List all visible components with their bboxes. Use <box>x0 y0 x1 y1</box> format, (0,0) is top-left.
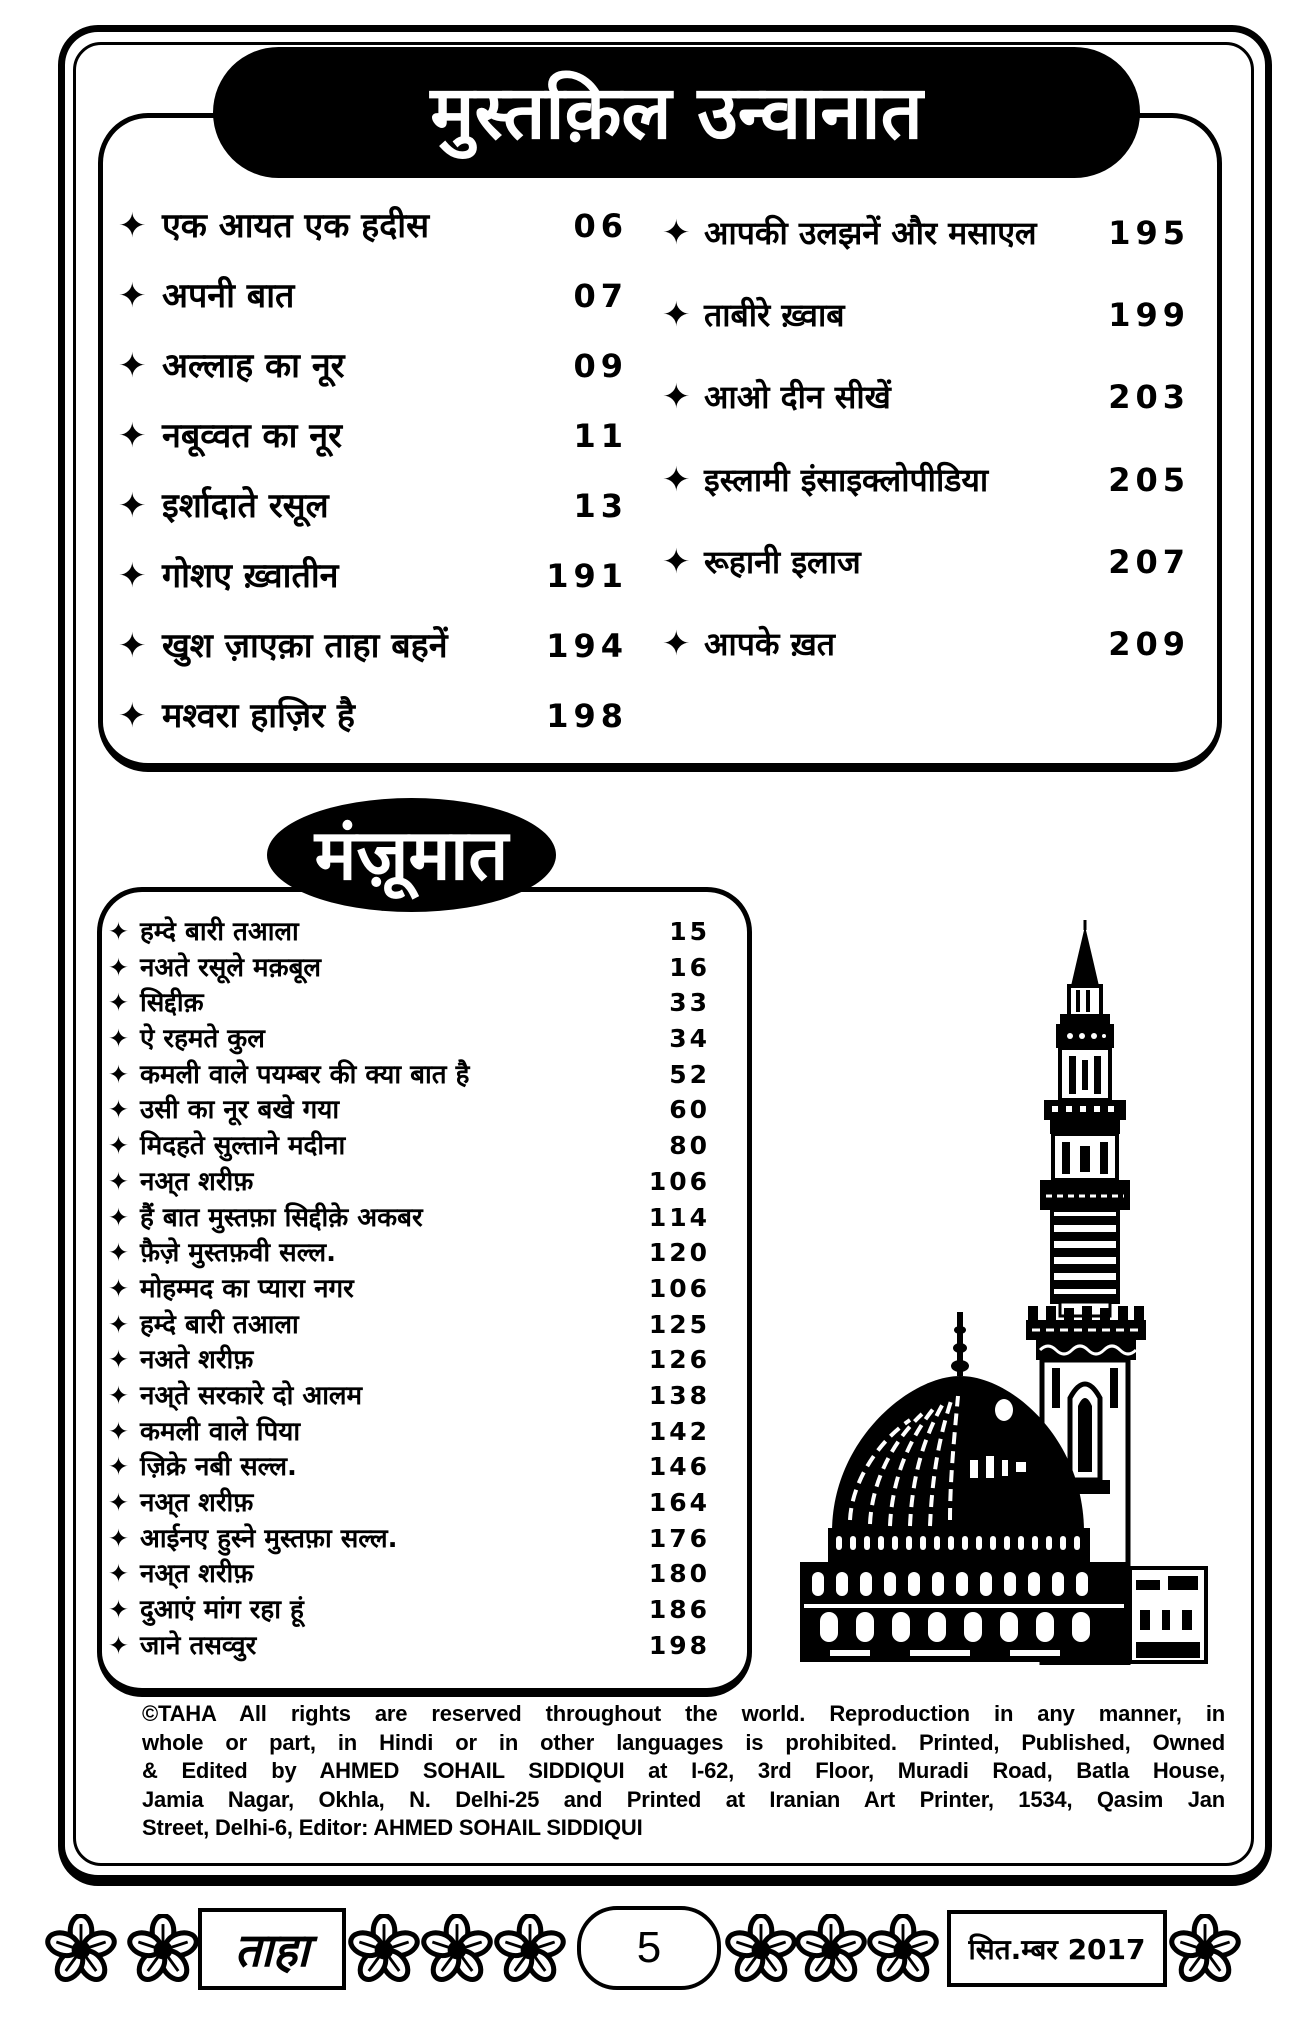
poem-item <box>108 1271 710 1307</box>
issue-date: सित.म्बर 2017 <box>968 1932 1146 1966</box>
poem-item <box>108 1414 710 1450</box>
contents-item <box>662 356 1190 438</box>
item-title: आपके ख़त <box>704 624 836 663</box>
poem-title: हैं बात मुस्तफ़ा सिद्दीक़े अकबर <box>140 1202 423 1233</box>
star-bullet-icon <box>662 603 704 685</box>
star-bullet-icon <box>108 1342 140 1378</box>
item-page: 203 <box>1108 378 1190 417</box>
magazine-name-box <box>198 1908 346 1990</box>
poem-page: 142 <box>648 1416 710 1446</box>
poem-page: 106 <box>648 1166 710 1196</box>
page-number: 5 <box>636 1923 662 1972</box>
poem-page: 15 <box>669 917 710 946</box>
item-title: आओ दीन सीखें <box>704 378 891 417</box>
star-bullet-icon <box>108 914 140 950</box>
poem-page: 120 <box>648 1238 710 1268</box>
contents-item <box>118 471 628 541</box>
poem-title: फ़ैज़े मुस्तफ़वी सल्ल. <box>140 1238 336 1269</box>
contents-item <box>118 261 628 331</box>
poem-title: हम्दे बारी तआला <box>140 917 299 947</box>
poem-page: 106 <box>648 1273 710 1303</box>
item-page: 195 <box>1108 214 1190 252</box>
poem-title: ज़िक्रे नबी सल्ल. <box>140 1452 297 1483</box>
regular-columns-left-list <box>118 191 628 751</box>
copyright-line: Street, Delhi-6, Editor: AHMED SOHAIL SIDDIQUI <box>142 1815 643 1840</box>
star-bullet-icon <box>108 985 140 1021</box>
item-page: 194 <box>546 627 628 665</box>
poem-title: हम्दे बारी तआला <box>140 1309 299 1340</box>
star-bullet-icon <box>108 1485 140 1521</box>
poem-title: जाने तसव्वुर <box>140 1630 257 1661</box>
poem-title: नअते रसूले मक़बूल <box>140 952 322 983</box>
poem-item <box>108 1592 710 1628</box>
poem-title: कमली वाले पिया <box>140 1416 301 1447</box>
poem-page: 34 <box>669 1024 710 1054</box>
regular-columns-header <box>213 47 1140 178</box>
poems-header <box>267 798 556 912</box>
item-title: नबूव्वत का नूर <box>162 416 343 456</box>
star-bullet-icon <box>108 1200 140 1236</box>
item-page: 198 <box>546 697 628 735</box>
poem-page: 52 <box>669 1059 710 1089</box>
item-title: रूहानी इलाज <box>704 542 861 581</box>
poem-page: 125 <box>648 1309 710 1339</box>
poem-title: मिदहते सुल्ताने मदीना <box>140 1131 346 1162</box>
poem-page: 80 <box>669 1131 710 1161</box>
contents-item <box>662 439 1190 521</box>
item-title: अल्लाह का नूर <box>162 346 345 386</box>
poem-page: 180 <box>648 1559 710 1589</box>
star-bullet-icon <box>108 1592 140 1628</box>
poem-title: आईनए हुस्ने मुस्तफ़ा सल्ल. <box>140 1523 398 1554</box>
star-bullet-icon <box>662 356 704 438</box>
contents-item <box>118 191 628 261</box>
poem-item <box>108 1485 710 1521</box>
poem-item <box>108 1521 710 1557</box>
poem-item <box>108 1092 710 1128</box>
poem-title: नअ्त शरीफ़ <box>140 1488 254 1518</box>
item-title: इर्शादाते रसूल <box>162 486 329 526</box>
poem-item <box>108 1307 710 1343</box>
item-title: खुश ज़ाएक़ा ताहा बहनें <box>162 626 448 666</box>
item-page: 13 <box>573 487 628 525</box>
poem-title: नअ्त शरीफ़ <box>140 1166 254 1197</box>
regular-columns-right-list <box>662 192 1190 685</box>
regular-columns-title: मुस्तक़िल उन्वानात <box>430 69 923 156</box>
star-bullet-icon <box>108 1378 140 1414</box>
poem-item <box>108 1628 710 1664</box>
issue-date-box <box>947 1910 1167 1987</box>
star-bullet-icon <box>118 681 162 751</box>
poem-page: 176 <box>648 1523 710 1553</box>
item-title: अपनी बात <box>162 276 295 316</box>
poem-item <box>108 1200 710 1236</box>
magazine-name: ताहा <box>234 1923 310 1977</box>
star-bullet-icon <box>108 1449 140 1485</box>
star-bullet-icon <box>118 471 162 541</box>
poem-title: उसी का नूर बखे गया <box>140 1095 340 1126</box>
star-bullet-icon <box>118 261 162 331</box>
flower-ornament-icon <box>421 1914 493 1986</box>
item-page: 209 <box>1108 624 1190 663</box>
poem-item <box>108 1449 710 1485</box>
poem-item <box>108 914 710 950</box>
mosque-illustration <box>790 920 1210 1665</box>
item-title: इस्लामी इंसाइक्लोपीडिया <box>704 460 989 499</box>
star-bullet-icon <box>118 331 162 401</box>
contents-item <box>118 541 628 611</box>
poems-title: मंज़ूमात <box>314 814 509 896</box>
star-bullet-icon <box>118 541 162 611</box>
item-page: 207 <box>1108 542 1190 581</box>
poem-item <box>108 1021 710 1057</box>
item-page: 06 <box>573 207 628 245</box>
flower-ornament-icon <box>795 1914 867 1986</box>
poem-item <box>108 1164 710 1200</box>
star-bullet-icon <box>662 439 704 521</box>
star-bullet-icon <box>108 1021 140 1057</box>
item-page: 09 <box>573 347 628 385</box>
flower-ornament-icon <box>1169 1914 1241 1986</box>
poem-item <box>108 1556 710 1592</box>
poem-item <box>108 1378 710 1414</box>
item-title: एक आयत एक हदीस <box>162 206 430 246</box>
poem-page: 33 <box>669 988 710 1018</box>
star-bullet-icon <box>662 274 704 356</box>
item-title: ताबीरे ख़्वाब <box>704 296 845 335</box>
poem-item <box>108 1128 710 1164</box>
poem-page: 16 <box>669 952 710 982</box>
star-bullet-icon <box>662 521 704 603</box>
poem-item <box>108 950 710 986</box>
copyright-notice <box>142 1700 1225 1843</box>
star-bullet-icon <box>108 1235 140 1271</box>
poem-page: 138 <box>648 1380 710 1410</box>
copyright-line: & Edited by AHMED SOHAIL SIDDIQUI at I-62, 3rd Floor, Muradi Road, Batla House, <box>142 1758 1225 1783</box>
star-bullet-icon <box>118 401 162 471</box>
star-bullet-icon <box>108 1414 140 1450</box>
poem-title: ऐ रहमते कुल <box>140 1024 265 1055</box>
star-bullet-icon <box>108 1521 140 1557</box>
item-page: 199 <box>1108 296 1190 335</box>
contents-item <box>118 331 628 401</box>
poem-page: 146 <box>648 1452 710 1482</box>
contents-item <box>662 603 1190 685</box>
star-bullet-icon <box>108 950 140 986</box>
copyright-line: ©TAHA All rights are reserved throughout the world. Reproduction in any manner, in <box>142 1701 1225 1726</box>
poem-title: नअ्ते सरकारे दो आलम <box>140 1380 363 1411</box>
poems-list <box>108 914 710 1663</box>
star-bullet-icon <box>108 1164 140 1200</box>
poem-item <box>108 1057 710 1093</box>
poem-title: मोहम्मद का प्यारा नगर <box>140 1273 354 1304</box>
poem-page: 126 <box>648 1345 710 1375</box>
star-bullet-icon <box>108 1628 140 1664</box>
item-page: 07 <box>573 277 628 315</box>
contents-item <box>662 521 1190 603</box>
poem-title: दुआएं मांग रहा हूं <box>140 1595 304 1626</box>
star-bullet-icon <box>662 192 704 274</box>
star-bullet-icon <box>108 1271 140 1307</box>
contents-item <box>118 401 628 471</box>
poem-title: सिद्दीक़ <box>140 988 204 1019</box>
star-bullet-icon <box>118 191 162 261</box>
star-bullet-icon <box>108 1307 140 1343</box>
flower-ornament-icon <box>494 1914 566 1986</box>
poem-page: 114 <box>648 1202 710 1232</box>
item-title: आपकी उलझनें और मसाएल <box>704 214 1037 252</box>
copyright-line: Jamia Nagar, Okhla, N. Delhi-25 and Printed at Iranian Art Printer, 1534, Qasim Jan <box>142 1786 1225 1812</box>
poem-item <box>108 1342 710 1378</box>
star-bullet-icon <box>108 1556 140 1592</box>
item-title: मश्वरा हाज़िर है <box>162 696 355 736</box>
contents-item <box>662 274 1190 356</box>
flower-ornament-icon <box>348 1914 420 1986</box>
copyright-line: whole or part, in Hindi or in other languages is prohibited. Printed, Published, Owned <box>142 1729 1225 1755</box>
contents-item <box>118 681 628 751</box>
star-bullet-icon <box>108 1092 140 1128</box>
star-bullet-icon <box>108 1128 140 1164</box>
item-page: 205 <box>1108 460 1190 499</box>
item-page: 11 <box>573 417 628 455</box>
poem-title: नअते शरीफ़ <box>140 1345 254 1376</box>
star-bullet-icon <box>118 611 162 681</box>
poem-item <box>108 985 710 1021</box>
contents-item <box>662 192 1190 274</box>
star-bullet-icon <box>108 1057 140 1093</box>
poem-page: 186 <box>648 1595 710 1625</box>
flower-ornament-icon <box>867 1914 939 1986</box>
poem-title: कमली वाले पयम्बर की क्या बात है <box>140 1059 470 1090</box>
flower-ornament-icon <box>45 1914 117 1986</box>
flower-ornament-icon <box>127 1914 199 1986</box>
flower-ornament-icon <box>725 1914 797 1986</box>
poem-title: नअ्त शरीफ़ <box>140 1559 254 1590</box>
poem-page: 198 <box>648 1630 710 1660</box>
contents-item <box>118 611 628 681</box>
poem-page: 60 <box>669 1095 710 1125</box>
item-title: गोशए ख़्वातीन <box>162 556 339 596</box>
poem-page: 164 <box>648 1488 710 1517</box>
page-number-badge <box>577 1906 721 1990</box>
poem-item <box>108 1235 710 1271</box>
item-page: 191 <box>546 557 628 595</box>
